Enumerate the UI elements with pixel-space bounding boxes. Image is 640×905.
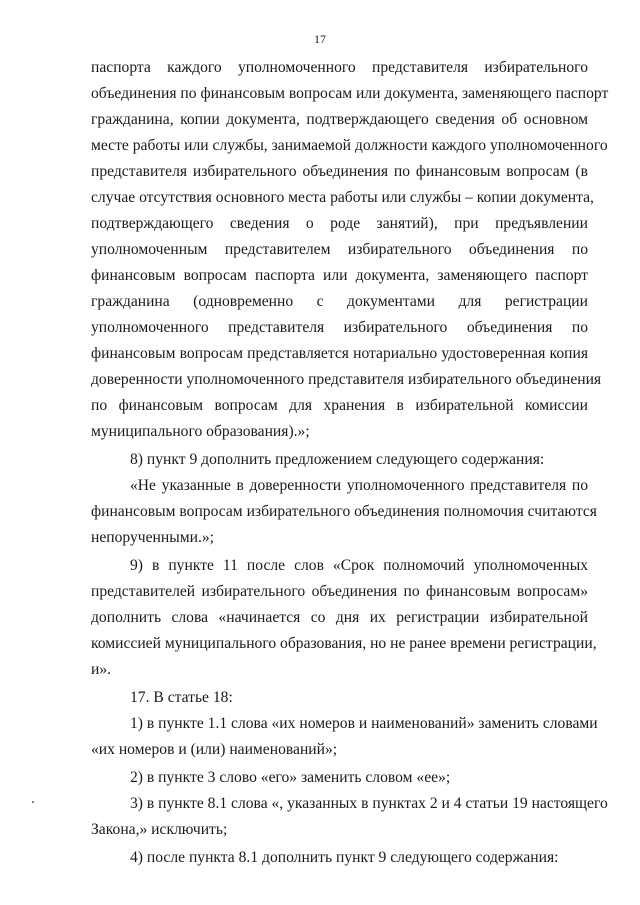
text-line: по финансовым вопросам для хранения в избирательной комиссии <box>91 397 588 414</box>
text-line: 4) после пункта 8.1 дополнить пункт 9 следующего содержания: <box>130 849 559 866</box>
text-line: дополнить слова «начинается со дня их регистрации избирательной <box>91 609 588 626</box>
text-line: паспорта каждого уполномоченного представителя избирательного <box>91 59 588 76</box>
text-line: «Не указанные в доверенности уполномоченного представителя по <box>130 477 588 494</box>
section-heading: 17. В статье 18: <box>130 689 233 706</box>
text-line: случае отсутствия основного места работы или службы – копии документа, <box>91 189 594 206</box>
page-number: 17 <box>314 32 326 46</box>
text-line: месте работы или службы, занимаемой должности каждого уполномоченного <box>91 137 608 154</box>
text-line: муниципального образования).»; <box>91 423 310 440</box>
text-line: доверенности уполномоченного представителя избирательного объединения <box>91 371 602 388</box>
text-line: 2) в пункте 3 слово «его» заменить словом «ее»; <box>130 769 451 786</box>
text-line: подтверждающего сведения о роде занятий), при предъявлении <box>91 215 588 232</box>
margin-mark <box>32 801 34 803</box>
text-line: непорученными.»; <box>91 529 214 546</box>
text-line: уполномоченного представителя избирательного объединения по <box>91 319 588 336</box>
text-line: представителей избирательного объединения по финансовым вопросам» <box>91 583 588 600</box>
text-line: финансовым вопросам избирательного объединения полномочия считаются <box>91 503 597 520</box>
text-line: уполномоченным представителем избирательного объединения по <box>91 241 588 258</box>
text-line: «их номеров и (или) наименований»; <box>91 741 338 758</box>
text-line: 8) пункт 9 дополнить предложением следующего содержания: <box>130 451 545 468</box>
text-line: представителя избирательного объединения по финансовым вопросам (в <box>91 163 588 180</box>
text-line: гражданина, копии документа, подтверждающего сведения об основном <box>91 111 588 128</box>
text-line: и». <box>91 661 112 678</box>
text-line: 1) в пункте 1.1 слова «их номеров и наименований» заменить словами <box>130 715 598 732</box>
text-line: комиссией муниципального образования, но не ранее времени регистрации, <box>91 635 597 652</box>
text-line: финансовым вопросам паспорта или документа, заменяющего паспорт <box>91 267 588 284</box>
text-line: финансовым вопросам представляется нотариально удостоверенная копия <box>91 345 588 362</box>
text-line: 9) в пункте 11 после слов «Срок полномочий уполномоченных <box>130 557 588 574</box>
text-line: объединения по финансовым вопросам или документа, заменяющего паспорт <box>91 85 609 102</box>
text-line: Закона,» исключить; <box>91 821 228 838</box>
text-line: 3) в пункте 8.1 слова «, указанных в пунктах 2 и 4 статьи 19 настоящего <box>130 795 608 812</box>
text-line: гражданина (одновременно с документами для регистрации <box>91 293 588 310</box>
